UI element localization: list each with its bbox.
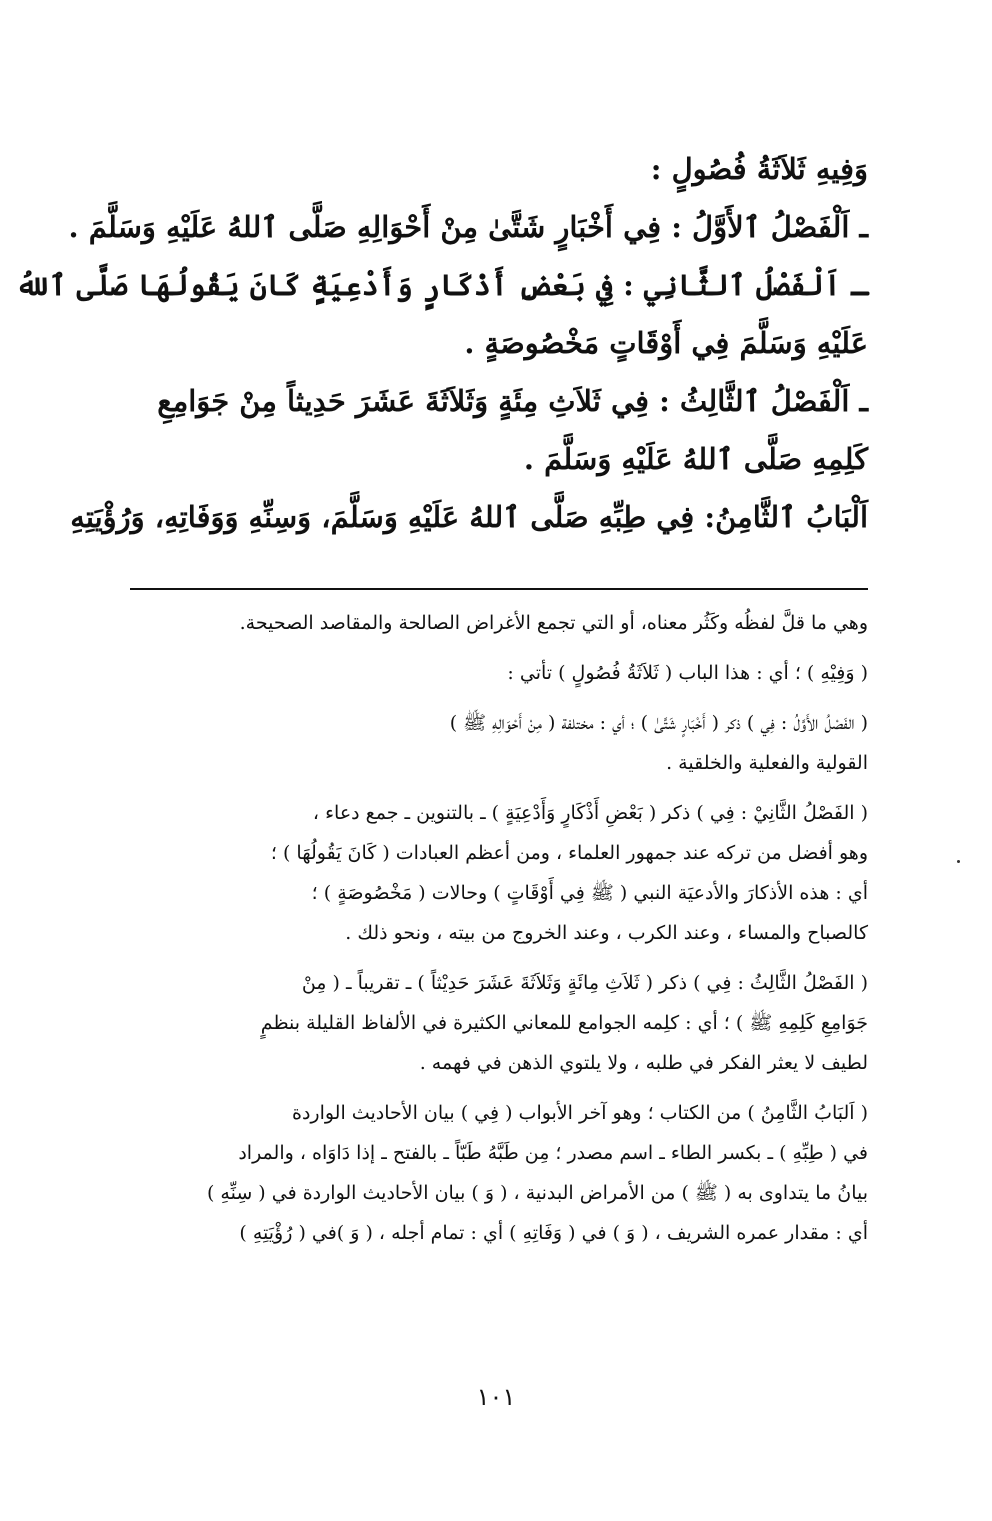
footnote-paragraph (130, 603, 868, 643)
footnote-line: وهي ما قلَّ لفظُه وكَثُر معناه، أو التي تجمع الأغراض الصالحة والمقاصد الصحيحة. (239, 612, 868, 634)
footnote-line: ( الفَصْلُ الثَّالِثُ : فِي ) ذكر ( ثَلاَثِ مِائَةٍ وَثَلاَثَةَ عَشَرَ حَدِيْثاً ) ـ تقريباً ـ ( مِنْ (301, 972, 868, 994)
footnote-line: بيانُ ما يتداوى به ( ﷺ ) من الأمراض البدنية ، ( وَ ) بيان الأحاديث الواردة في ( سِنِّهِ ) (206, 1182, 868, 1204)
footnote-line: ( وَفِيْهِ ) ؛ أي : هذا الباب ( ثَلاَثَةُ فُصُولٍ ) تأتي : (507, 662, 868, 684)
main-text-line: اَلْبَابُ ٱلثَّامِنُ: فِي طِبِّهِ صَلَّى ٱللهُ عَلَيْهِ وَسَلَّمَ، وَسِنِّهِ وَوَفَاتِهِ، وَرُؤْيَتِهِ (70, 500, 868, 534)
main-text-line: عَلَيْهِ وَسَلَّمَ فِي أَوْقَاتٍ مَخْصُوصَةٍ . (464, 326, 868, 360)
footnote-line: أي : هذه الأذكارَ والأدعيَة النبي ( ﷺ فِي أَوْقَاتٍ ) وحالات ( مَخْصُوصَةٍ ) ؛ (311, 882, 868, 904)
footnote-line: جَوَامِعِ كَلِمِهِ ﷺ ) ؛ أي : كلِمه الجوامع للمعاني الكثيرة في الألفاظ القليلة بنظمٍ (260, 1012, 868, 1034)
footnote-divider (130, 588, 868, 590)
main-text-line: ـ اَلْفَصْلُ ٱلأَوَّلُ : فِي أَخْبَارٍ شَتَّىٰ مِنْ أَحْوَالِهِ صَلَّى ٱللهُ عَلَيْهِ وَسَلَّمَ . (68, 210, 868, 244)
footnote-paragraph (130, 703, 868, 783)
footnote-line: القولية والفعلية والخلقية . (666, 752, 868, 774)
scan-speck (957, 860, 960, 863)
footnote-line: في ( طِبِّهِ ) ـ بكسر الطاء ـ اسم مصدر ؛ مِن طَبَّهُ طَبّاً ـ بالفتح ـ إذا دَاوَاه ، والمراد (238, 1142, 868, 1164)
main-text-line: كَلِمِهِ صَلَّى ٱللهُ عَلَيْهِ وَسَلَّمَ . (523, 442, 868, 476)
footnote-line: ( الفَصْلُ الأَوَّلُ : فِي ) ذكر ( أَخْبَارٍ شَتَّىٰ ) ؛ أي : مختلفة ( مِنْ أَحْوَالِهِ ﷺ ) (449, 712, 868, 734)
footnote-line: ( اَلبَابُ الثَّامِنُ ) من الكتاب ؛ وهو آخر الأبواب ( فِي ) بيان الأحاديث الواردة (292, 1102, 868, 1124)
footnote-line: ( الفَصْلُ الثَّانِيْ : فِي ) ذكر ( بَعْضِ أَذْكَارٍ وَأَدْعِيَةٍ ) ـ بالتنوين ـ جمع دعاء ، (312, 802, 868, 824)
footnote-paragraph (130, 653, 868, 693)
main-text-line: وَفِيهِ ثَلاَثَةُ فُصُولٍ : (650, 152, 868, 186)
footnote-line: لطيف لا يعثر الفكر في طلبه ، ولا يلتوي الذهن في فهمه . (419, 1052, 868, 1074)
main-text-line: ـ اَلْفَصْلُ ٱلثَّالِثُ : فِي ثَلاَثِ مِئَةٍ وَثَلاَثَةَ عَشَرَ حَدِيثاً مِنْ جَوَامِعِ (157, 384, 868, 418)
footnote-line: وهو أفضل من تركه عند جمهور العلماء ، ومن أعظم العبادات ( كَانَ يَقُولُهَا ) ؛ (270, 842, 868, 864)
main-text-line: ـ اَلْفَصْلُ ٱلثَّانِي : فِي بَعْضِ أَذْكَارٍ وَأَدْعِيَةٍ كَانَ يَقُولُهَا صَلَّى ٱللهُ (15, 268, 868, 302)
footnotes-block (130, 603, 868, 1263)
main-text-block (15, 140, 868, 546)
footnote-paragraph (130, 1093, 868, 1253)
page-number: ١٠١ (476, 1383, 516, 1411)
footnote-paragraph (130, 793, 868, 953)
footnote-line: كالصباح والمساء ، وعند الكرب ، وعند الخروج من بيته ، ونحو ذلك . (345, 922, 868, 944)
footnote-line: أي : مقدار عمره الشريف ، ( وَ ) في ( وَفَاتِهِ ) أي : تمام أجله ، ( وَ )في ( رُؤْيَتِهِ ) (239, 1222, 868, 1244)
footnote-paragraph (130, 963, 868, 1083)
